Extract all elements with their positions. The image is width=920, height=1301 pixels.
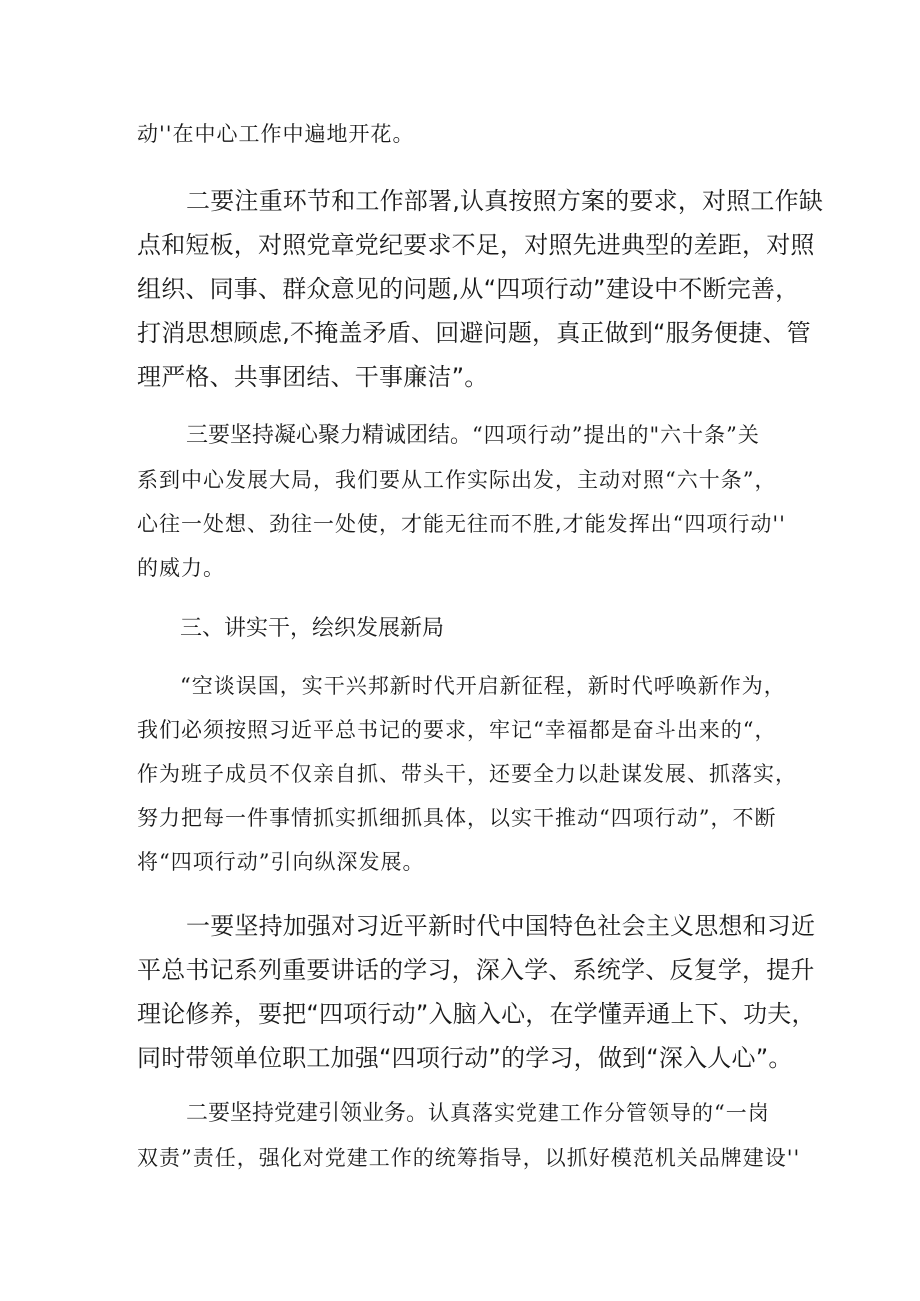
paragraph-line: 平总书记系列重要讲话的学习，深入学、系统学、反复学，提升 xyxy=(137,956,815,984)
paragraph-line: 二要注重环节和工作部署,认真按照方案的要求，对照工作缺 xyxy=(186,187,824,215)
paragraph-line: 将“四项行动”引向纵深发展。 xyxy=(137,850,425,874)
section-heading: 三、讲实干，绘织发展新局 xyxy=(180,616,445,641)
paragraph-line: 心往一处想、劲往一处使，才能无往而不胜,才能发挥出“四项行动'' xyxy=(137,512,786,536)
paragraph-line: 打消思想顾虑,不掩盖矛盾、回避问题，真正做到“服务便捷、管 xyxy=(137,319,811,347)
paragraph-text: “四项行动”提出的"六十条”关 xyxy=(472,423,760,447)
paragraph-line: “空谈误国，实干兴邦新时代开启新征程，新时代呼唤新作为， xyxy=(180,674,786,698)
paragraph-line xyxy=(186,1096,770,1127)
paragraph-line: 努力把每一件事情抓实抓细抓具体，以实干推动“四项行动”，不断 xyxy=(137,806,777,830)
paragraph-line: 我们必须按照习近平总书记的要求，牢记“幸福都是奋斗出来的“， xyxy=(137,718,777,742)
paragraph-line: 动''在中心工作中遍地开花。 xyxy=(137,122,415,146)
paragraph-line: 作为班子成员不仅亲自抓、带头干，还要全力以赴谋发展、抓落实， xyxy=(137,762,797,786)
paragraph-line: 组织、同事、群众意见的问题,从“四项行动”建设中不断完善， xyxy=(137,275,800,303)
paragraph-lead-phrase: 二要坚持党建引领业务。 xyxy=(186,1101,429,1126)
paragraph-line: 理论修养，要把“四项行动”入脑入心，在学懂弄通上下、功夫， xyxy=(137,1000,816,1028)
paragraph-lead-phrase: 三要坚持凝心聚力精诚团结。 xyxy=(186,423,473,448)
paragraph-line: 点和短板，对照党章党纪要求不足，对照先进典型的差距，对照 xyxy=(137,231,815,259)
paragraph-line: 系到中心发展大局，我们要从工作实际出发，主动对照“六十条”， xyxy=(137,468,777,492)
paragraph-line: 的威力。 xyxy=(137,556,225,580)
paragraph-line: 一要坚持加强对习近平新时代中国特色社会主义思想和习近 xyxy=(186,912,816,940)
paragraph-line xyxy=(186,418,760,449)
paragraph-line: 双责”责任，强化对党建工作的统筹指导，以抓好模范机关品牌建设'' xyxy=(137,1146,801,1170)
paragraph-line: 理严格、共事团结、干事廉洁”。 xyxy=(137,363,489,391)
paragraph-text: 认真落实党建工作分管领导的“一岗 xyxy=(428,1101,770,1125)
paragraph-line: 同时带领单位职工加强“四项行动”的学习，做到“深入人心”。 xyxy=(137,1044,793,1072)
